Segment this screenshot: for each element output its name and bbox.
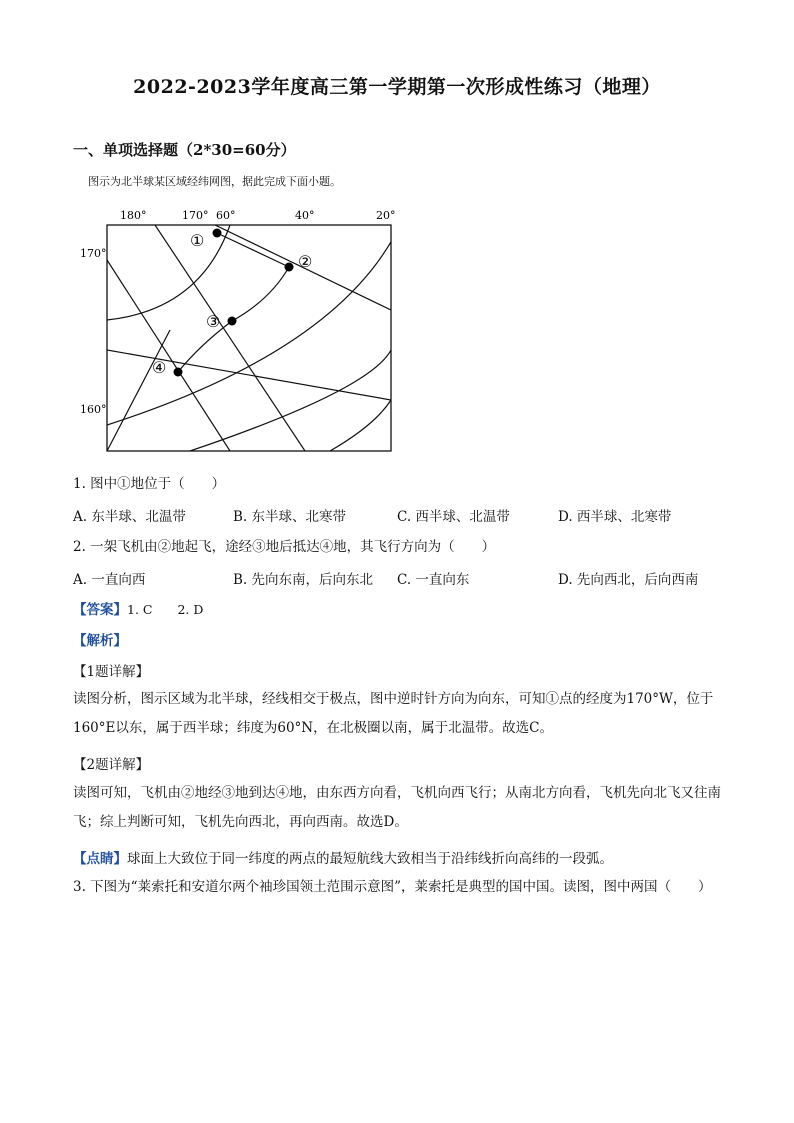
- answer-line: [73, 598, 203, 618]
- point-2-label: ②: [298, 252, 313, 271]
- page-title: 2022-2023学年度高三第一学期第一次形成性练习（地理）: [133, 76, 661, 98]
- tip-label: 【点睛】: [73, 851, 127, 867]
- q1-option-d[interactable]: D. 西半球、北寒带: [558, 509, 672, 525]
- q1-option-b[interactable]: B. 东半球、北寒带: [233, 509, 347, 525]
- tip-text: 球面上大致位于同一纬度的两点的最短航线大致相当于沿纬线折向高纬的一段弧。: [127, 851, 613, 867]
- detail2-text: 读图可知，飞机由②地经③地到达④地，由东西方向看，飞机向西飞行；从南北方向看，飞机先向北飞又往南飞；综上判断可知，飞机先向西北，再向西南。故选D。: [73, 785, 721, 830]
- q2-option-d[interactable]: D. 先向西北，后向西南: [558, 572, 699, 588]
- q3-stem: 3. 下图为“莱索托和安道尔两个袖珍国领土范围示意图”，莱索托是典型的国中国。读图，图中两国（ ）: [73, 879, 712, 895]
- point-1-label: ①: [190, 231, 205, 250]
- meridian-2: [107, 260, 230, 451]
- lon-label-20: 20°: [376, 209, 396, 222]
- q2-option-b[interactable]: B. 先向东南，后向东北: [233, 572, 374, 588]
- meridian-1: [155, 225, 305, 451]
- graticule-map: [70, 200, 430, 455]
- map-frame: [107, 225, 391, 451]
- tip-line: [73, 847, 613, 867]
- analysis-label: 【解析】: [73, 633, 127, 649]
- meridian-4: [107, 350, 391, 400]
- path-1: [217, 233, 289, 267]
- answer-text: 1. C 2. D: [127, 602, 204, 617]
- latitude-arc-4: [330, 400, 391, 451]
- q2-option-a[interactable]: A. 一直向西: [73, 572, 146, 588]
- latitude-arc-1: [107, 225, 230, 320]
- q1-option-a[interactable]: A. 东半球、北温带: [73, 509, 186, 525]
- lat-label-160: 160°: [80, 403, 107, 416]
- lon-label-40: 40°: [295, 209, 315, 222]
- q1-option-c[interactable]: C. 西半球、北温带: [397, 509, 510, 525]
- point-1-dot: [213, 229, 222, 238]
- detail1-text: 读图分析，图示区域为北半球，经线相交于极点，图中逆时针方向为向东，可知①点的经度为170°W，位于160°E以东，属于西半球；纬度为60°N，在北极圈以南，属于北温带。故选C。: [73, 691, 714, 736]
- q2-stem: 2. 一架飞机由②地起飞，途经③地后抵达④地，其飞行方向为（ ）: [73, 539, 496, 555]
- section-heading: 一、单项选择题（2*30=60分）: [73, 141, 296, 159]
- point-3-dot: [228, 317, 237, 326]
- lon-label-60: 60°: [216, 209, 236, 222]
- point-3-label: ③: [206, 312, 221, 331]
- q2-option-c[interactable]: C. 一直向东: [397, 572, 470, 588]
- question-intro: 图示为北半球某区域经纬网图，据此完成下面小题。: [88, 175, 341, 188]
- point-4-label: ④: [152, 358, 167, 377]
- lat-label-170: 170°: [80, 247, 107, 260]
- detail2-label: 【2题详解】: [73, 757, 150, 773]
- meridian-5: [107, 330, 170, 451]
- point-4-dot: [174, 368, 183, 377]
- latitude-arc-2: [107, 225, 400, 425]
- detail1-label: 【1题详解】: [73, 664, 150, 680]
- point-2-dot: [285, 263, 294, 272]
- lon-label-170: 170°: [182, 209, 209, 222]
- q1-stem: 1. 图中①地位于（ ）: [73, 476, 226, 492]
- answer-label: 【答案】: [73, 602, 127, 618]
- lon-label-180: 180°: [120, 209, 147, 222]
